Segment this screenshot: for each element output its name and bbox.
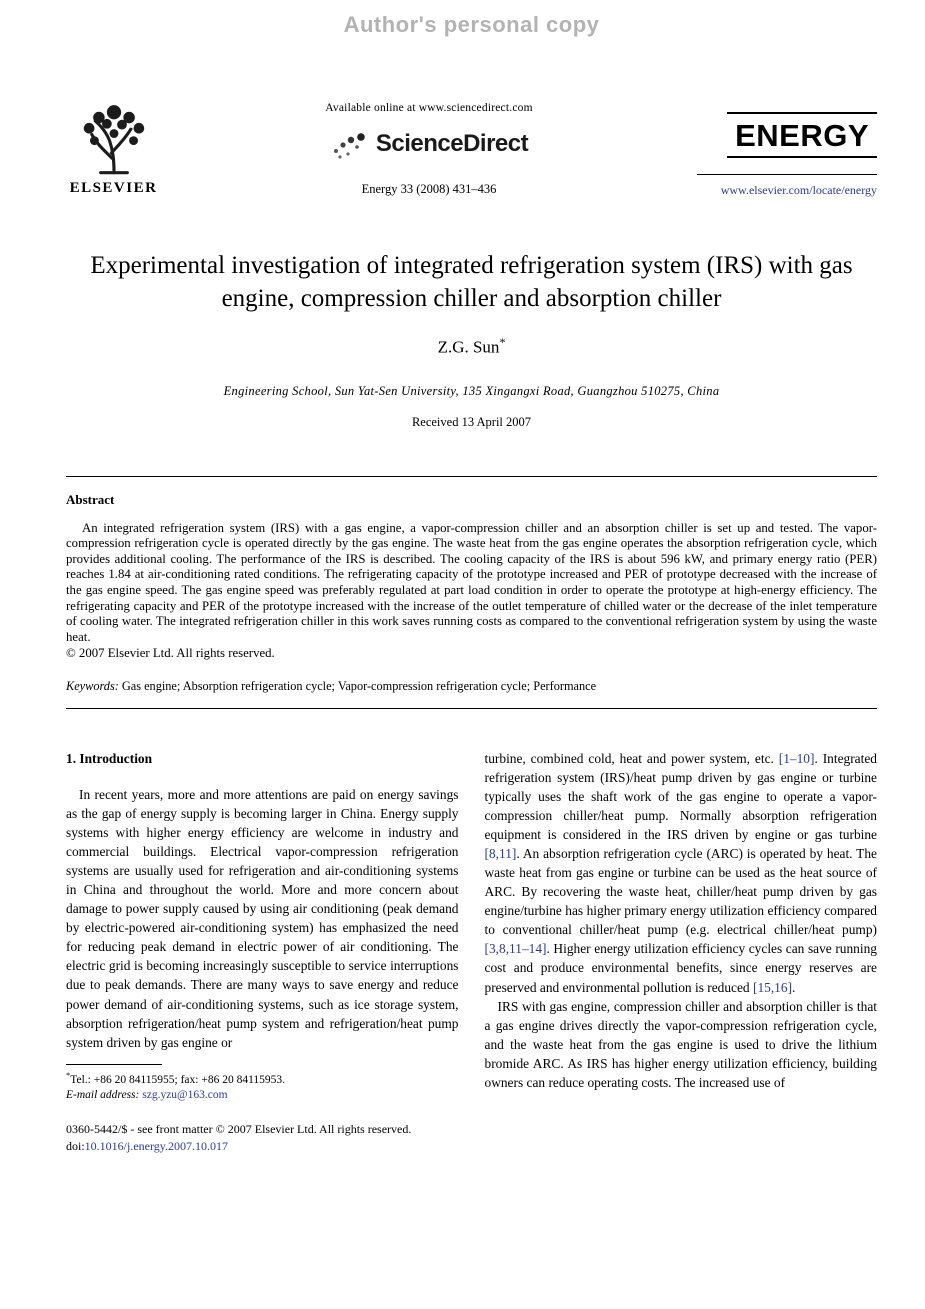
author-affiliation-mark: *: [499, 335, 506, 349]
doi-link[interactable]: 10.1016/j.energy.2007.10.017: [84, 1138, 228, 1153]
citation-link[interactable]: [3,8,11–14]: [484, 941, 547, 957]
author-line: [66, 335, 877, 358]
sciencedirect-logo[interactable]: [330, 128, 528, 160]
header-center: [161, 98, 697, 197]
sciencedirect-dots-icon: [330, 128, 372, 160]
journal-citation: Energy 33 (2008) 431–436: [361, 182, 497, 196]
keywords-text: Gas engine; Absorption refrigeration cycle; Vapor-compression refrigeration cycle; Performance: [118, 679, 597, 694]
journal-url-link[interactable]: www.elsevier.com/locate/energy: [720, 183, 877, 197]
body-text: turbine, combined cold, heat and power system, etc.: [484, 751, 779, 767]
footer-block: [66, 1121, 459, 1153]
received-date: Received 13 April 2007: [411, 414, 532, 429]
footnote-star: *: [66, 1069, 71, 1080]
body-text: .: [792, 979, 796, 995]
right-column: [485, 749, 878, 1154]
sciencedirect-logo-text: ScienceDirect: [375, 130, 529, 157]
abstract-copyright: © 2007 Elsevier Ltd. All rights reserved.: [66, 645, 275, 660]
elsevier-logo-text: ELSEVIER: [69, 180, 158, 196]
body-text: . An absorption refrigeration cycle (ARC) is operated by heat. The waste heat from gas engine or turbine can be used as the heat source of ARC. By recovering the waste heat, chiller/heat pump driven by gas engine/turbine has higher primary energy utilization efficiency compared to conventional chiller/heat pump (e.g. electrical chiller/heat pump): [484, 846, 877, 938]
keywords-line: [66, 679, 877, 694]
available-online-text: Available online at www.sciencedirect.com: [325, 102, 533, 114]
intro-paragraph-right-1: [485, 749, 878, 996]
intro-paragraph-left: In recent years, more and more attentions are paid on energy savings as the gap of energy supply is becoming larger in China. Energy supply systems with higher energy efficiency are welcome in industry and commercial buildings. Electrical vapor-compression refrigeration systems are usually used for refrigeration and air-conditioning systems in China and throughout the world. More and more concern about damage to power supply caused by using air conditioning (peak demand by electric-powered air-conditioning system) has emphasized the need for reducing peak demand in electric power of air conditioning. The electric grid is becoming increasingly susceptible to service interruptions due to peak demands. There are many ways to save energy and reduce power demand of air-conditioning systems, such as ice storage system, absorption refrigeration/heat pump system and refrigeration/heat pump system driven by gas engine or: [66, 787, 459, 1050]
watermark: Author's personal copy: [343, 12, 600, 37]
journal-url-block: [697, 174, 877, 198]
section-heading-introduction: 1. Introduction: [66, 751, 153, 767]
footer-doi-line: [66, 1138, 459, 1154]
citation-link[interactable]: [8,11]: [484, 846, 517, 862]
doi-label: doi:: [66, 1138, 85, 1153]
footnote-divider: [66, 1064, 162, 1065]
body-text: . Higher energy utilization efficiency cycles can save running cost and produce environmental benefits, since energy reserves are preserved and environmental pollution is reduced: [484, 941, 877, 995]
energy-journal-logo: ENERGY: [727, 112, 877, 158]
citation-link[interactable]: [1–10]: [778, 751, 815, 767]
divider-abstract-top: [66, 476, 877, 477]
author-name: Z.G. Sun: [437, 337, 500, 357]
citation-link[interactable]: [15,16]: [752, 979, 793, 995]
journal-header: [66, 98, 877, 198]
keywords-label: Keywords:: [66, 679, 119, 694]
divider-keywords-bottom: [66, 708, 877, 709]
header-right: [697, 98, 877, 198]
footnote-email-line: [66, 1088, 459, 1104]
footer-issn-line: 0360-5442/$ - see front matter © 2007 Elsevier Ltd. All rights reserved.: [66, 1122, 412, 1137]
footnote-tel-line: [66, 1070, 459, 1088]
email-link[interactable]: szg.yzu@163.com: [142, 1088, 228, 1101]
body-columns: [66, 749, 877, 1154]
body-text: . Integrated refrigeration system (IRS)/heat pump driven by gas engine or turbine typically uses the shaft work of the gas engine to operate a vapor-compression chiller/heat pump. Normally absorption refrigeration equipment is considered in the IRS driven by engine or gas turbine: [484, 751, 877, 843]
author-affiliation: Engineering School, Sun Yat-Sen University, 135 Xingangxi Road, Guangzhou 510275, China: [223, 383, 720, 398]
footnote-tel: Tel.: +86 20 84115955; fax: +86 20 84115953.: [70, 1073, 286, 1086]
corresponding-author-footnote: [66, 1064, 459, 1104]
elsevier-logo-block: [66, 98, 161, 197]
left-column: [66, 749, 459, 1154]
email-label: E-mail address:: [66, 1088, 143, 1101]
article-title: Experimental investigation of integrated refrigeration system (IRS) with gas engine, compression chiller and absorption chiller: [90, 252, 853, 312]
intro-paragraph-right-2: IRS with gas engine, compression chiller and absorption chiller is that a gas engine drives directly the vapor-compression refrigeration cycle, and the waste heat from the gas engine is used to drive the lithium bromide ARC. As IRS has higher energy utilization efficiency, building owners can reduce operating costs. The increased use of: [484, 998, 877, 1090]
abstract-text: An integrated refrigeration system (IRS) with a gas engine, a vapor-compression chiller and an absorption chiller is set up and tested. The vapor-compression refrigeration cycle is operated directly by the gas engine. The waste heat from the gas engine operates the absorption refrigeration cycle, which provides additional cooling. The performance of the IRS is described. The cooling capacity of the IRS is about 596 kW, and primary energy ratio (PER) reaches 1.84 at air-conditioning rated conditions. The refrigerating capacity of the prototype increased and PER of prototype decreased with the increase of the gas engine speed. The gas engine speed was preferably regulated at part load condition in order to operate the prototype at high-energy efficiency. The refrigerating capacity and PER of the prototype increased with the increase of the outlet temperature of chilled water or the decrease of the inlet temperature of cooling water. The integrated refrigeration chiller in this work saves running costs as compared to the conventional refrigeration system by using the waste heat.: [66, 520, 877, 644]
abstract-heading: Abstract: [66, 491, 115, 507]
elsevier-tree-icon: [73, 98, 155, 178]
